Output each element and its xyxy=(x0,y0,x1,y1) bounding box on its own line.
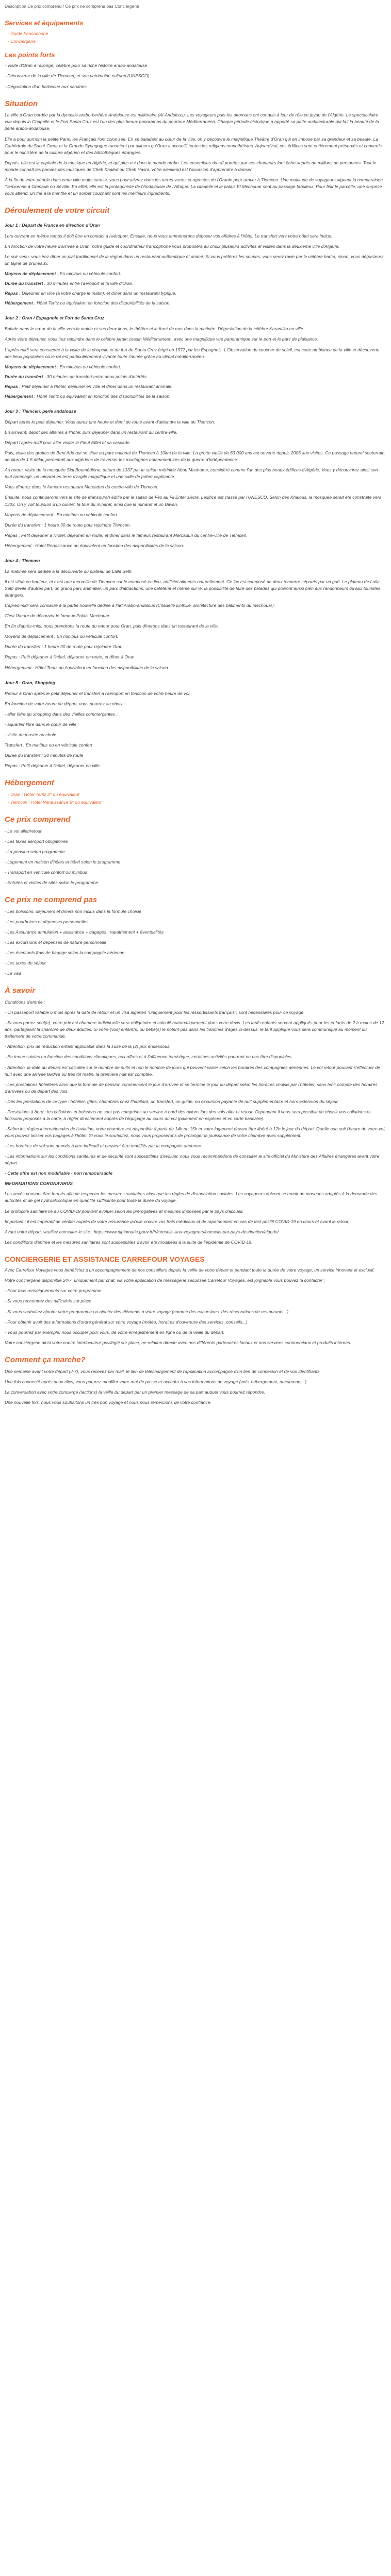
asavoir-item: - Les prestations hôtelières ainsi que la formule de pension commencent le jour d'arrivée et se termine le jour du départ selon les horaires choisis par l'hôtelier, sans tenir compte des horaires d'arrivées ou de départ des vols. xyxy=(5,1081,378,1094)
day-paragraph: En fonction de votre heure de départ, vous pourrez au choix : xyxy=(5,701,125,706)
day-paragraph: Durée du transfert : 30 minutes de route xyxy=(5,753,84,758)
coronavirus-title: INFORMATIONS CORONAVIRUS xyxy=(5,1181,73,1187)
day-paragraph: - aquarlier libre dans le cœur de ville ; xyxy=(5,721,79,727)
meta-label: Durée du transfert xyxy=(5,281,43,286)
day-paragraph: En fin d'après-midi, nous prendrons la route du retour pour Oran, puis dînerons dans un restaurant de la ville. xyxy=(5,623,219,629)
asavoir-item: - Attention, la date du départ est calculée sur le nombre de nuits et non le nombre de jours qui peuvent varier selon les horaires des compagnies aériennes. Le vol retour pouvant s'effectuer de nuit avec une arrivée tardive ou très tôt matin, la première nuit est comptée. xyxy=(5,1064,380,1077)
asavoir-item: - Selon les règles internationales de l'aviation, votre chambre est disponible à partir de 14h ou 15h et votre logement devant être libéré à 12h le jour du départ. Quelle que soit l'heure de votre vol, vous pouvez laisser vos bagages à l'hôtel. Si vous le souhaitez, nous vous proposerons de prolonger la jouissance de votre chambre avec supplément. xyxy=(5,1126,386,1139)
meta-value: Hôtel Teritz ou équivalent en fonction des disponibilités de la saison. xyxy=(35,393,171,399)
day-paragraph: L'après-midi sera consacrée à la visite de la chapelle et du fort de Santa Cruz érigé en 1577 par les Espagnols. L'Observation du coucher de soleil, est cette ambiance de la ville et découverte des lieux populaires où le raï est particulièrement vivante toute l'année grâce au climat méditerranéen. xyxy=(5,347,380,359)
services-list xyxy=(5,30,386,45)
meta-line: Repas : Déjeuner en ville (à votre charge le matin), et dîner dans un restaurant typique. xyxy=(5,291,176,296)
meta-value: Hôtel Teritz ou équivalent en fonction des disponibilités de la saison. xyxy=(35,300,171,306)
concierge-paragraph: Votre conciergerie disponible 24/7, uniquement par chat, via votre application de messagerie sécurisée Carrefour Voyages, est joignable vous pouvez la contacter : xyxy=(5,1278,325,1283)
day-paragraph: Il est situé en hauteur, et c'est une merveille de Tlemcen sur le composé en lieu, artificiel aliments naturellement. Ce lac est composé de deux tonnerre séparés par un gué. Le plateau de Lalla Setti dévile d'autres part, un grand parc animalier, un parc d'attractions, une cafétéria et même sur le, la possibilité de faire des balades qui plairont aussi bien aux randonneurs qu'aux touristes étrangers. xyxy=(5,579,381,598)
day-paragraph: En fonction de votre heure d'arrivée à Oran, notre guide et coordinateur francophone vous proposera au choix plusieurs activités et visites dans la deuxième ville d'Algérie. xyxy=(5,243,340,249)
meta-line: Hébergement : Hôtel Teritz ou équivalent en fonction des disponibilités de la saison. xyxy=(5,393,171,399)
situation-title: Situation xyxy=(5,99,38,108)
info-paragraph: Les accès pouvant être fermés afin de respecter les mesures sanitaires ainsi que les règles de distanciation sociales. Les voyageurs doivent se munir de masques adaptés à la demande des autorités et de gel hydroalcoolique en quantité suffisante pour toute la durée du voyage. xyxy=(5,1191,378,1204)
howto-paragraph: La conversation avec votre concierge (lactions) la veille du départ par un premier message de sa part auquel vous pourrez répondre. xyxy=(5,1389,265,1395)
asavoir-item: - En tenue suivies en fonction des conditions climatiques, aux offres et à l'affluence touristique, certaines activités pourront ne pas être disponibles. xyxy=(5,1054,293,1060)
day-block xyxy=(5,222,386,307)
meta-label: Moyens de déplacement xyxy=(5,364,56,369)
day-paragraph: Au retour, visite de la mosquée Sidi Boumédiène, datant de 1337 par le sultan mérinide Abou Mashame, considéré comme l'un des plus beaux édifices d'Algérie. Vous y découvrirez ainsi son tout aménagé, un minaret en terre d'argile magnifique et une salle de prière captivante. xyxy=(5,467,378,480)
concierge-paragraph: - Si vous souhaitez ajouter votre programme ou ajouter des éléments à votre voyage (comme des excursions, des réservations de restaurants...) xyxy=(5,1309,289,1314)
situation-paragraph: La ville d'Oran bordée par la dynastie arabo-berbère Andalouse est millénaire (Al-Andalous). Les voyageurs puis les ottomans ont conquis à leur de rôle ce joyau de l'Algérie. Le spectaculaire vue depuis la Chapelle et le Fort Santa Cruz est l'un des plus beaux panoramas du pourtour Méditerranéen. Chaque période historique a apporté sa patte architecturale qui fait la beauté de la perle arabo-andalouse. xyxy=(5,112,379,131)
include-item: - Les taxes aéroport obligatoires xyxy=(5,838,68,844)
day-block xyxy=(5,680,386,770)
non-modifiable-note: - Cette offre est non modifiable - non remboursable xyxy=(5,1171,112,1176)
asavoir-item: - Prestations à bord : les collations et boissons ne sont pas comprises au service à bord des avions lors des vols aller et retour. Cependant il vous sera possible de choisir vos collations et boissons proposés à la carte, à régler directement auprès de l'équipage au cours du vol (paiement en espèces et en carte bancaire). xyxy=(5,1109,371,1121)
info-paragraph: Important : il est impératif de vérifier auprès de votre assurance qu'elle couvre vos frais médicaux et de rapatriement en cas de test positif COVID-19 en cours et avant le retour. xyxy=(5,1218,350,1224)
itinerary-title: Déroulement de votre circuit xyxy=(5,206,110,215)
meta-label: Moyens de déplacement xyxy=(5,271,56,277)
meta-label: Durée du transfert xyxy=(5,374,43,379)
day-paragraph: Le soir venu, vous irez dîner un plat traditionnel de la région dans un restaurant authentique et animé. Si vous préférez les soupes, vous serez ravie par le célèbre harira, sinon, vous dégusterez un tajine de pruneaux. xyxy=(5,253,384,266)
howto-title: Comment ça marche? xyxy=(5,1355,86,1364)
concierge-paragraph: Votre conciergerie ainsi votre contre interlocuteur privilégié sur place, ne relation directe avec nos différents partenaires locaux et nos services commerciaux et produits internes. xyxy=(5,1340,351,1345)
situation-paragraph: À la fin de votre périple dans cette ville majestueuse, vous poursuivrez dans les terres vertes et agrestes de l'Oranie pour arriver à Tlemcen. Une multitude de voyageurs aiguent la comparaison Tlemcenne à Grenade ou Séville. En effet, elle est la protagoniste de l'Andalousie de l'Afrique. La citadelle et le palais El Mechouar sont au passage fabuleux. Pour finir le parcelle, une surprise vous attend, un thé à la menthe et un sorbet couchant sont les meilleurs ingrédients. xyxy=(5,177,383,196)
header-breadcrumb: Description Ce prix comprend / Ce prix ne comprend pas Conciergerie xyxy=(5,4,139,9)
howto-paragraph: Une semaine avant votre départ (J-7), vous recevez par mail, le lien de téléchargement de l'application accompagné d'un lien de connexion et de vos identifiants. xyxy=(5,1368,321,1374)
exclude-item: - Les Assurance annulation + assistance + bagages : rapatriement + éventualités xyxy=(5,929,164,935)
asavoir-title: À savoir xyxy=(5,986,36,995)
include-item: - Transport en véhicule confort ou minibus xyxy=(5,870,87,875)
day-paragraph: Puis, visite des grottes de Beni Add qui se situe au parc national de Tlemcen à 10km de la ville. La grotte vieille de 63 000 ans est ouverte depuis 2006 aux visites. Ce passage naturel souterrain, de plus de 1.5 délai, permettait aux algériens de traverser les montagnes notamment lors de la guerre d'indépendance. xyxy=(5,450,386,463)
day-paragraph: Moyens de déplacement : En minibus ou véhicule confort. xyxy=(5,634,119,639)
day-paragraph: Durée du transfert : 1 heure 30 de route pour rejoindre Tlemcen. xyxy=(5,522,131,528)
concierge-paragraph: - Pour obtenir avoir des informations d'ordre général sur votre voyage (météo, horaires d'ouverture des services, conseils...) xyxy=(5,1319,248,1325)
exclude-item: - Le visa xyxy=(5,971,22,976)
include-item: - Le vol aller/retour xyxy=(5,828,42,834)
day-paragraph: C'est l'heure de découvrir le fameux Palais Mechouar. xyxy=(5,613,111,619)
day-title: Jour 4 : Tlemcen xyxy=(5,557,40,563)
meta-value: 30 minutes entre l'aéroport et la ville d'Oran. xyxy=(45,281,134,286)
meta-value: Déjeuner en ville (à votre charge le matin), et dîner dans un restaurant typique. xyxy=(20,291,176,296)
day-paragraph: Après votre déjeuner, vous irez rejoindre dans le célèbre jardin citadin Méditerranéen, avec une magnifique vue panoramique sur le port et le parc de plaisance. xyxy=(5,336,318,342)
meta-line: Moyens de déplacement : En minibus ou véhicule confort. xyxy=(5,271,121,277)
meta-value: En minibus ou véhicule confort. xyxy=(58,271,121,277)
situation-paragraph: Depuis, elle est la capitale de la musique en Algérie, et qui plus est dans le monde arabe. Les ensembles du raï portées par ses chanteurs font écho auprès de millions de personnes. Tout le monde connaît les paroles des musiques de Cheb Khaled ou Cheb Hasni. Votre weekend est l'occasion d'apprendre à danser. xyxy=(5,160,377,172)
day-title: Jour 5 : Oran, Shopping xyxy=(5,680,55,685)
asavoir-item: - Un passeport valable 6 mois après la date de retour et un visa algérien "uniquement pour les ressortissants français", sont nécessaires pour ce voyage. xyxy=(5,1010,305,1015)
concierge-paragraph: - Pour tous renseignements sur votre programme xyxy=(5,1288,102,1294)
asavoir-item: - Attention, prix de réduction enfant applicable dans la suite de la (2) prix endessous. xyxy=(5,1044,171,1049)
day-paragraph: Hébergement : Hôtel Teritz ou équivalent en fonction des disponibilités de la saison. xyxy=(5,665,169,670)
howto-paragraph: Une nouvelle fois, nous vous souhaitons un très bon voyage et nous nous remercions de votre confiance. xyxy=(5,1399,211,1405)
day-title: Jour 3 : Tlemcen, perle andalouse xyxy=(5,408,76,414)
day-block xyxy=(5,557,386,671)
day-block xyxy=(5,315,386,400)
day-paragraph: - aller faire du shopping dans des vieilles commerçantes ; xyxy=(5,711,118,717)
situation-paragraph: Elle a pour surnom la petite Paris, les Français l'ont colonisée. En se baladant au cœur de la ville, on y découvre le magnifique Théâtre d'Oran qui en impose par sa grandeur et sa beauté. La Cathédrale du Sacré Cœur et la Grande Synagogue racontent par ailleurs qu'Oran a accueilli toutes les religions monothéistes. Aujourd'hui, ces édifices sont entièrement préservés et convertis pour le ministère de la culture algérien et des bibliothèques étrangers. xyxy=(5,136,382,155)
meta-line: Moyens de déplacement : En minibus ou véhicule confort. xyxy=(5,364,121,369)
day-paragraph: - visite du musée au choix. xyxy=(5,732,57,737)
hebergement-title: Hébergement xyxy=(5,778,54,788)
meta-line: Repas : Petit déjeuner à l'hôtel, déjeuner en ville et dîner dans un restaurant animale. xyxy=(5,383,173,389)
day-paragraph: Balade dans le cœur de la ville vers la mairie et ses deux lions, le théâtre et le front de mer dans la matinée. Dégustation de la célèbre Karantika en ville. xyxy=(5,326,304,332)
day-paragraph: Ensuite, nous continuerons vers le site de Mansourah édifié par le sultan de Fès au Fil Enter siècle. Lèdifice est classé par l'UNESCO. Selon des Khalous, la mosquée serait été construite vers 1303. On y voit toujours d'un ouvert, la tour du minaret, ainsi que la minaret et un Diwan. xyxy=(5,495,382,507)
highlight-item: - Visite d'Oran à rallonge, célèbre pour sa riche histoire arabo-andalouse xyxy=(5,63,148,69)
day-paragraph: Départ après le petit déjeuner. Vous aurez une heure et demi de route avant d'atteindre la ville de Tlemcen. xyxy=(5,419,216,425)
day-paragraph: Vous dînerez dans le fameux restaurant Mercaduri du centre-ville de Tlemcen. xyxy=(5,484,159,490)
concierge-paragraph: Avec Carrefour Voyages vous bénéficiez d'un accompagnement de nos conseillers depuis la veille de votre départ et pendant toute la durée de votre voyage, un service innovant et exclusif. xyxy=(5,1267,375,1273)
asavoir-item: - Si vous partez seul(e), votre prix est chambre individuelle sera obligatoire et calculé automatiquement dans votre devis. Les tarifs enfants servent appliqués pour les enfants de 2 à moins de 12 ans, partageant la chambre de deux adultes. Si votre (vos) enfant(s) ou bébé(s) le notent pas dans les tranches d'âges ci-dessus, le tarif appliqué vous sera communiqué au moment du traitement de votre commande. xyxy=(5,1020,384,1039)
day-paragraph: Départ l'après-midi pour aller visiter le Fleuf Elfiel et sa cascade. xyxy=(5,440,131,446)
day-paragraph: Hébergement : Hotel Renaissance ou équivalent en fonction des disponibilités de la saison. xyxy=(5,543,184,548)
list-item: - Tlemcen : Hôtel Renaissance 5* ou équivalent xyxy=(8,799,386,806)
day-paragraph: Lors ouvrant en même temps il doit être en contact à l'aéroport. Ensuite, nous vous emmènerons déposer vos affaires à l'hôtel. Le transfert vers votre hôtel sera inclus. xyxy=(5,233,333,239)
concierge-paragraph: - Si vous rencontrez des difficultés sur place xyxy=(5,1298,92,1304)
services-title: Services et équipements xyxy=(5,19,84,27)
asavoir-item: - Les horaires de vol sont donnés à titre indicatif et peuvent être modifiés par la compagnie aérienne. xyxy=(5,1143,203,1149)
meta-label: Repas xyxy=(5,291,18,296)
highlight-item: - Découverte de la ville de Tlemcen, et son patrimoine culturel (UNESCO) xyxy=(5,73,150,79)
meta-line: Durée du transfert : 30 minutes entre l'aéroport et la ville d'Oran. xyxy=(5,281,134,286)
highlights-title: Les points forts xyxy=(5,51,55,59)
day-paragraph: Moyens de déplacement : En minibus ou véhicule confort. xyxy=(5,512,119,517)
exclude-item: - Les boissons, déjeuners et dîners non inclus dans la formule choisie xyxy=(5,908,142,914)
exclude-item: - Les pourboires et dépenses personnelles xyxy=(5,919,89,924)
meta-line: Durée du transfert : 30 minutes de transfert entre deux points d'intérêts. xyxy=(5,374,148,379)
exclude-item: - Les éventuels frais de bagage selon la compagnie aérienne xyxy=(5,950,125,956)
asavoir-item: - Dès les prestations de ce type : hôtelier, gîtes, chambres chez l'habitant, un transfert, un guide, ou excursion payante de nuit supplémentaire et hors extension du séjour. xyxy=(5,1098,339,1104)
meta-line: Hébergement : Hôtel Teritz ou équivalent en fonction des disponibilités de la saison. xyxy=(5,300,171,306)
info-paragraph: Le protocole sanitaire lié au COVID-19 pouvant évoluer selon les prérogatives et mesures imposées par le pays d'accueil. xyxy=(5,1208,244,1214)
day-title: Jour 1 : Départ de France en direction d'Oran xyxy=(5,222,100,228)
meta-label: Hébergement xyxy=(5,300,33,306)
concierge-paragraph: - Vous pourrez par exemple, nous occuper pour vous, de votre enregistrement en ligne ou de la veille du départ. xyxy=(5,1329,225,1335)
day-paragraph: Durée du transfert : 1 heure 30 de route pour rejoindre Oran. xyxy=(5,644,124,650)
exclude-item: - Les excursions et dépenses de nature personnelle xyxy=(5,940,107,945)
list-item: - Oran : Hôtel Teritz 2* ou équivalent xyxy=(8,791,386,798)
day-title: Jour 2 : Oran / Espagnole et Fort de Santa Cruz xyxy=(5,315,104,321)
include-item: - Entrées et visites de sites selon le programme xyxy=(5,880,99,886)
hebergement-list xyxy=(5,791,386,806)
list-item: - Conciergerie xyxy=(8,38,386,45)
include-item: - Logement en maison d'hôtes et hôtel selon le programme xyxy=(5,859,121,865)
meta-label: Repas xyxy=(5,383,18,389)
asavoir-item: - Les informations sur les conditions sanitaires et de sécurité sont susceptibles d'évoluer, nous vous recommandons de consulter le site officiel du Ministère des Affaires étrangères avant votre départ. xyxy=(5,1154,380,1166)
day-paragraph: Transfert : En minibus ou en véhicule confort xyxy=(5,742,92,748)
day-paragraph: Repas : Petit déjeuner à l'hôtel, déjeuner en route, et dîner dans le fameux restaurant Mercaduri du centre-ville de Tlemcen. xyxy=(5,532,248,538)
includes-title: Ce prix comprend xyxy=(5,815,71,824)
info-paragraph: Les conditions d'entrée et les mesures sanitaires sont susceptibles d'avoir été modifiées à la suite de l'épidémie de COVID-19. xyxy=(5,1239,253,1245)
info-paragraph: Avant votre départ, veuillez consulter le site : https://www.diplomatie.gouv.fr/fr/conseils-aux-voyageurs/conseils-par-pays-destination/algerie/ xyxy=(5,1229,279,1234)
day-paragraph: L'après-midi sera consacré à la partie nouvelle dédiée à l'art Arabo-andalous (Citadelle Enthille, architecture des bâtiments du mechouar). xyxy=(5,603,275,608)
howto-paragraph: Une fois connecté après deux clics, vous pourrez modifier votre mot de passe et accéder à vos informations de voyage (vols, hébergement, documents...). xyxy=(5,1379,308,1384)
meta-label: Hébergement xyxy=(5,393,33,399)
day-block xyxy=(5,408,386,549)
include-item: - La pension selon programme xyxy=(5,849,65,854)
day-paragraph: Repas : Petit déjeuner à l'hôtel, déjeuner en route, et dîner à Oran xyxy=(5,654,135,660)
concierge-title: CONCIERGERIE ET ASSISTANCE CARREFOUR VOYAGES xyxy=(5,1255,205,1263)
highlight-item: - Dégustation d'un barbecue aux sardines xyxy=(5,83,87,89)
day-paragraph: Retour à Oran après le petit déjeuner et transfert à l'aéroport en fonction de votre heure de vol. xyxy=(5,690,191,696)
meta-value: 30 minutes de transfert entre deux points d'intérêts. xyxy=(45,374,148,379)
asavoir-intro: Conditions d'entrée : xyxy=(5,999,45,1005)
exclude-item: - Les taxes de séjour xyxy=(5,960,46,966)
day-paragraph: La matinée sera dédiée à la découverte du plateau de Lalla Setti. xyxy=(5,568,133,574)
day-paragraph: Repas : Petit déjeuner à l'hôtel, déjeuner en ville xyxy=(5,763,100,769)
list-item: - Guide francophone xyxy=(8,30,386,37)
meta-value: Petit déjeuner à l'hôtel, déjeuner en ville et dîner dans un restaurant animale. xyxy=(20,383,173,389)
day-paragraph: En arrivant, dépôt des affaires à l'hôtel, puis déjeuner dans un restaurant du centre-ville. xyxy=(5,430,178,435)
excludes-title: Ce prix ne comprend pas xyxy=(5,895,97,905)
meta-value: En minibus ou véhicule confort. xyxy=(58,364,121,369)
